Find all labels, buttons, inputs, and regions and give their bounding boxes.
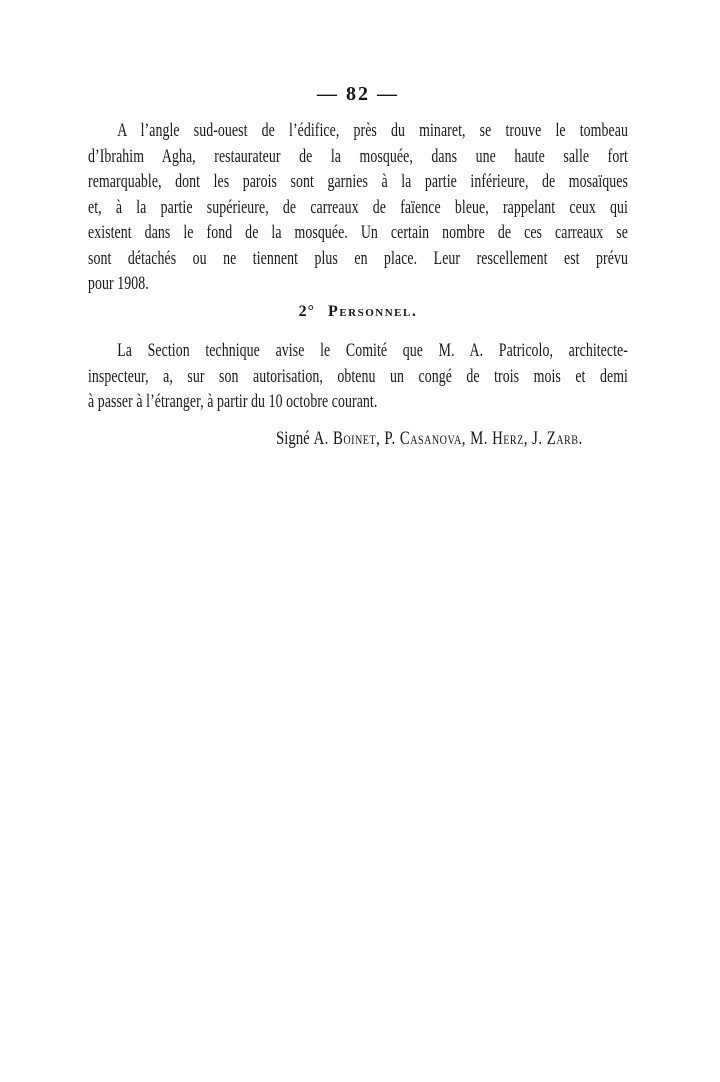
text-line-content: à passer à l’étranger, à partir du 10 octobre courant.	[88, 391, 378, 412]
text-line	[88, 118, 628, 144]
signature-line	[276, 426, 583, 452]
section-heading-numeral: 2°	[298, 303, 316, 320]
text-line	[88, 246, 628, 272]
paragraph-conge-patricolo	[88, 338, 628, 415]
text-line	[88, 220, 628, 246]
signature-prefix: Signé	[276, 428, 314, 449]
text-line-content: sont détachés ou ne tiennent plus en place. Leur rescellement est prévu	[88, 247, 628, 269]
text-line-content: inspecteur, a, sur son autorisation, obtenu un congé de trois mois et demi	[88, 365, 628, 387]
section-heading-title: Personnel.	[328, 303, 418, 320]
text-line-content: existent dans le fond de la mosquée. Un certain nombre de ces carreaux se	[88, 222, 628, 243]
text-line	[88, 389, 628, 415]
page-number: — 82 —	[317, 83, 399, 105]
text-line	[88, 144, 628, 170]
text-line	[88, 169, 628, 195]
text-line-content: et, à la partie supérieure, de carreaux de faïence bleue, rappelant ceux qui	[88, 196, 628, 218]
text-line-content: A l’angle sud-ouest de l’édifice, près du minaret, se trouve le tombeau	[117, 120, 628, 141]
text-line	[88, 195, 628, 221]
section-heading-personnel	[88, 301, 628, 323]
text-line-content: La Section technique avise le Comité que M. A. Patricolo, architecte-	[117, 340, 628, 361]
text-line-content: remarquable, dont les parois sont garnies à la partie inférieure, de mosaïques	[88, 171, 628, 192]
paragraph-tombeau-ibrahim-agha	[88, 118, 628, 297]
text-line	[88, 364, 628, 390]
text-line-content: pour 1908.	[88, 273, 149, 294]
signature-names: A. Boinet, P. Casanova, M. Herz, J. Zarb.	[313, 428, 583, 449]
text-line	[88, 271, 628, 297]
text-line-content: d’Ibrahim Agha, restaurateur de la mosquée, dans une haute salle fort	[88, 145, 628, 167]
text-line	[88, 338, 628, 364]
